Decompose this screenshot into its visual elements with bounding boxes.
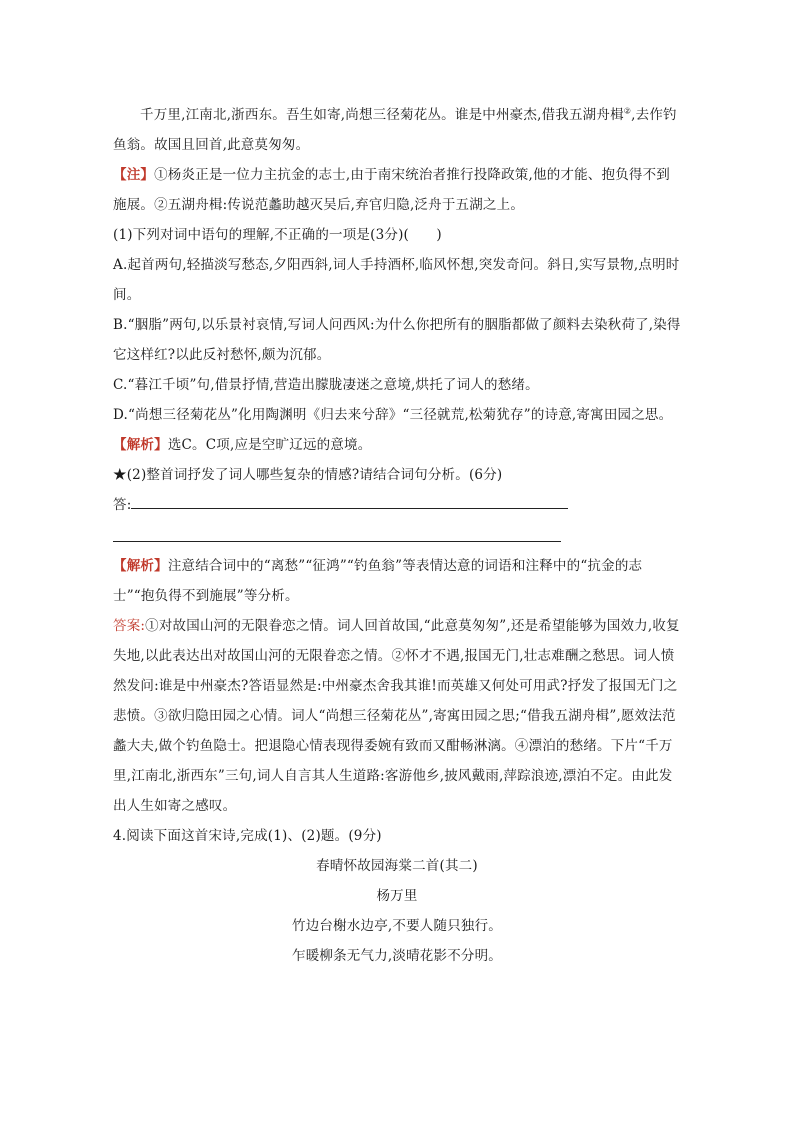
poem-title: 春晴怀故园海棠二首(其二)	[316, 858, 478, 874]
answer-line	[113, 490, 681, 520]
poem-tail	[113, 100, 681, 160]
analysis-tag-2: 【解析】	[113, 558, 168, 574]
question-2-analysis	[113, 551, 681, 611]
poem-tail-text: 千万里,江南北,浙西东。吾生如寄,尚想三径菊花丛。谁是中州豪杰,借我五湖舟楫	[140, 107, 624, 123]
question-1-analysis	[113, 430, 681, 460]
analysis-tag: 【解析】	[113, 437, 168, 453]
answer-label: 答:	[113, 497, 132, 513]
question-1-stem: (1)下列对词中语句的理解,不正确的一项是(3分)( )	[113, 227, 442, 243]
note-text: ①杨炎正是一位力主抗金的志士,由于南宋统治者推行投降政策,他的才能、抱负得不到施展。②五湖舟楫:传说范蠡助越灭吴后,弃官归隐,泛舟于五湖之上。	[113, 167, 670, 213]
option-c: C.“暮江千顷”句,借景抒情,营造出朦胧凄迷之意境,烘托了词人的愁绪。	[113, 377, 539, 393]
poem-tail-text-end: ,去作钓鱼翁。故国且回首,此意莫匆匆。	[113, 107, 677, 153]
answer-tag: 答案:	[113, 618, 146, 634]
analysis-text: 选C。C项,应是空旷辽远的意境。	[167, 437, 372, 453]
question-4-stem: 4.阅读下面这首宋诗,完成(1)、(2)题。(9分)	[113, 828, 382, 844]
answer-blank-second[interactable]	[113, 540, 561, 542]
option-b: B.“胭脂”两句,以乐景衬哀情,写词人问西风:为什么你把所有的胭脂都做了颜料去染秋荷了,染得它这样红?以此反衬愁怀,颇为沉郁。	[113, 317, 681, 363]
poem-line-1: 竹边台榭水边亭,不要人随只独行。	[292, 918, 502, 934]
option-d: D.“尚想三径菊花丛”化用陶渊明《归去来兮辞》“三径就荒,松菊犹存”的诗意,寄寓田园之思。	[113, 407, 673, 423]
poem-line-2: 乍暖柳条无气力,淡晴花影不分明。	[292, 948, 502, 964]
analysis-text-2: 注意结合词中的“离愁”“征鸿”“钓鱼翁”等表情达意的词语和注释中的“抗金的志士”“抱负得不到施展”等分析。	[113, 558, 643, 604]
footnote-marker: ②	[623, 106, 632, 116]
question-2-answer	[113, 611, 681, 821]
answer-text: ①对故国山河的无限眷恋之情。词人回首故国,“此意莫匆匆”,还是希望能够为国效力,收复失地,以此表达出对故国山河的无限眷恋之情。②怀才不遇,报国无门,壮志难酬之愁思。词人愤然发问:谁是中州豪杰?答语显然是:中州豪杰舍我其谁!而英雄又何处可用武?抒发了报国无门之悲愤。③欲归隐田园之心情。词人“尚想三径菊花丛”,寄寓田园之思;“借我五湖舟楫”,愿效法范蠡大夫,做个钓鱼隐士。把退隐心情表现得委婉有致而又酣畅淋漓。④漂泊的愁绪。下片“千万里,江南北,浙西东”三句,词人自言其人生道路:客游他乡,披风戴雨,萍踪浪迹,漂泊不定。由此发出人生如寄之感叹。	[113, 618, 680, 814]
question-2-stem: ★(2)整首词抒发了词人哪些复杂的情感?请结合词句分析。(6分)	[113, 467, 503, 483]
note-tag: 【注】	[113, 167, 155, 183]
poem-author: 杨万里	[376, 888, 418, 904]
option-a: A.起首两句,轻描淡写愁态,夕阳西斜,词人手持酒杯,临风怀想,突发奇问。斜日,实写景物,点明时间。	[113, 257, 680, 303]
note-paragraph	[113, 160, 681, 220]
answer-blank[interactable]	[131, 494, 568, 509]
